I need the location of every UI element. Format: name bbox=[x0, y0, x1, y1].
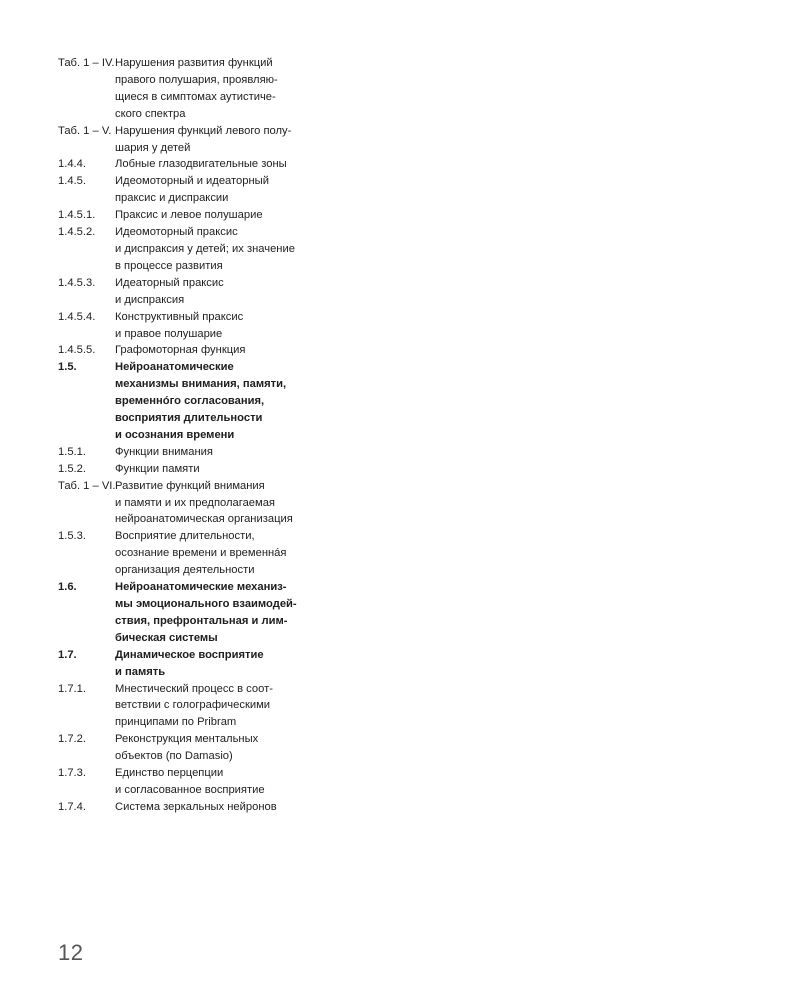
toc-entry-title-line: Система зеркальных нейронов bbox=[115, 800, 277, 813]
toc-entry-title bbox=[115, 173, 269, 207]
toc-entry-title-line: Нарушения функций левого полу- bbox=[115, 124, 292, 137]
toc-entry bbox=[58, 681, 358, 732]
toc-entry-title-line: Идеаторный праксис bbox=[115, 276, 224, 289]
toc-entry-title-line: мы эмоционального взаимодей- bbox=[115, 598, 297, 610]
toc-entry-title bbox=[115, 275, 224, 309]
toc-entry bbox=[58, 731, 358, 765]
toc-entry-number: 1.5.2. bbox=[58, 462, 86, 475]
toc-entry-title bbox=[115, 799, 277, 816]
page-number: 12 bbox=[58, 940, 84, 965]
toc-entry-title bbox=[115, 528, 286, 579]
toc-entry-title bbox=[115, 309, 243, 343]
toc-entry-number: 1.5. bbox=[58, 361, 77, 374]
toc-entry-title bbox=[115, 647, 264, 681]
toc-entry-title-line: ского спектра bbox=[115, 107, 186, 120]
toc-entry-title-line: организация деятельности bbox=[115, 564, 255, 577]
toc-entry-number: Таб. 1 – V. bbox=[58, 124, 112, 137]
toc-entry-number: Таб. 1 – VI. bbox=[58, 479, 116, 492]
toc-entry bbox=[58, 156, 358, 173]
toc-entry-title-line: ветствии с голографическими bbox=[115, 699, 271, 712]
toc-entry-title bbox=[115, 681, 273, 732]
toc-entry bbox=[58, 799, 358, 816]
toc-entry-number: 1.7.3. bbox=[58, 767, 86, 780]
toc-entry-title bbox=[115, 444, 213, 461]
toc-entry-title-line: праксис и диспраксии bbox=[115, 192, 229, 205]
toc-entry bbox=[58, 528, 358, 579]
toc-entry bbox=[58, 173, 358, 207]
toc-entry-title-line: и памяти и их предполагаемая bbox=[115, 496, 275, 509]
toc-entry-title-line: и диспраксия у детей; их значение bbox=[115, 242, 295, 255]
toc-entry-number: 1.4.5.2. bbox=[58, 226, 96, 239]
toc-entry-title-line: Нейроанатомические механиз- bbox=[115, 581, 287, 594]
toc-entry-title bbox=[115, 224, 295, 275]
toc-entry-title-line: бическая системы bbox=[115, 631, 218, 644]
toc-entry-number: 1.4.4. bbox=[58, 158, 86, 171]
toc-entry-title bbox=[115, 359, 286, 444]
toc-entry-number: Таб. 1 – IV. bbox=[58, 57, 115, 69]
toc-entry-title-line: шария у детей bbox=[115, 141, 191, 154]
toc-entry-title bbox=[115, 156, 287, 173]
toc-entry-title-line: временнóго согласования, bbox=[115, 395, 265, 408]
toc-entry-title-line: механизмы внимания, памяти, bbox=[115, 378, 287, 391]
toc-entry-number: 1.6. bbox=[58, 581, 77, 594]
toc-entry-title bbox=[115, 478, 293, 529]
toc-entry-number: 1.7.4. bbox=[58, 800, 86, 813]
toc-entry-title-line: в процессе развития bbox=[115, 259, 223, 272]
toc-entry-title bbox=[115, 207, 263, 224]
toc-entry-title-line: Лобные глазодвигательные зоны bbox=[115, 158, 287, 171]
toc-entry bbox=[58, 359, 358, 444]
toc-entry-number: 1.4.5. bbox=[58, 175, 86, 188]
toc-entry-number: 1.7.2. bbox=[58, 733, 86, 746]
toc-entry-title bbox=[115, 765, 265, 799]
toc-entry-title-line: Нарушения развития функций bbox=[115, 57, 273, 69]
toc-entry-title-line: и диспраксия bbox=[115, 293, 185, 306]
toc-entry-title-line: и осознания времени bbox=[115, 428, 235, 441]
toc-entry-title-line: Идеомоторный и идеаторный bbox=[115, 175, 269, 188]
toc-entry-title-line: принципами по Pribram bbox=[115, 716, 237, 729]
toc-entry-title-line: объектов (по Damasio) bbox=[115, 750, 233, 763]
toc-entry bbox=[58, 444, 358, 461]
toc-entry bbox=[58, 647, 358, 681]
toc-entry-title-line: Восприятие длительности, bbox=[115, 530, 255, 543]
toc-entry-title bbox=[115, 461, 200, 478]
toc-entry-title bbox=[115, 579, 297, 647]
toc-entry-title-line: Конструктивный праксис bbox=[115, 310, 244, 323]
toc-entry bbox=[58, 275, 358, 309]
toc-entry-number: 1.7. bbox=[58, 648, 77, 661]
toc-entry-number: 1.5.3. bbox=[58, 530, 86, 543]
toc-entry-title-line: Идеомоторный праксис bbox=[115, 226, 238, 239]
toc-entry-title-line: Нейроанатомические bbox=[115, 361, 234, 374]
toc-entry-number: 1.5.1. bbox=[58, 445, 86, 458]
toc-entry-title bbox=[115, 55, 278, 123]
toc-entry-title-line: осознание времени и временнáя bbox=[115, 547, 287, 560]
toc-entry-title bbox=[115, 342, 245, 359]
toc-entry-title-line: восприятия длительности bbox=[115, 412, 263, 425]
toc-entry bbox=[58, 461, 358, 478]
toc-entry-title-line: Праксис и левое полушарие bbox=[115, 209, 263, 222]
toc-entry-title-line: и согласованное восприятие bbox=[115, 783, 265, 796]
toc-entry bbox=[58, 765, 358, 799]
toc-entry-title-line: Функции памяти bbox=[115, 462, 200, 475]
toc-entry-title-line: щиеся в симптомах аутистиче- bbox=[115, 90, 276, 103]
toc-entry-title-line: ствия, префронтальная и лим- bbox=[115, 614, 288, 627]
toc-entry-title-line: и правое полушарие bbox=[115, 327, 223, 340]
toc-entry-title-line: Мнестический процесс в соот- bbox=[115, 682, 273, 695]
toc-entry-title-line: правого полушария, проявляю- bbox=[115, 73, 278, 86]
toc-entry bbox=[58, 342, 358, 359]
toc-entry bbox=[58, 309, 358, 343]
toc-entry-number: 1.4.5.5. bbox=[58, 344, 96, 357]
toc-entry bbox=[58, 224, 358, 275]
toc-entry-title-line: Графомоторная функция bbox=[115, 344, 246, 357]
toc-entry bbox=[58, 55, 358, 123]
toc-entry-title-line: нейроанатомическая организация bbox=[115, 513, 293, 526]
table-of-contents bbox=[58, 55, 358, 816]
toc-entry-number: 1.4.5.3. bbox=[58, 276, 96, 289]
toc-entry-title-line: Единство перцепции bbox=[115, 767, 224, 780]
toc-entry-title-line: Динамическое восприятие bbox=[115, 648, 264, 661]
toc-entry-title-line: Развитие функций внимания bbox=[115, 479, 265, 492]
toc-entry-title bbox=[115, 123, 291, 157]
toc-entry bbox=[58, 478, 358, 529]
toc-entry-number: 1.7.1. bbox=[58, 682, 86, 695]
toc-entry bbox=[58, 123, 358, 157]
toc-entry bbox=[58, 579, 358, 647]
toc-entry-number: 1.4.5.4. bbox=[58, 310, 96, 323]
toc-entry-title-line: Реконструкция ментальных bbox=[115, 733, 259, 746]
toc-entry-title bbox=[115, 731, 258, 765]
toc-entry-title-line: Функции внимания bbox=[115, 445, 213, 458]
toc-entry-number: 1.4.5.1. bbox=[58, 209, 96, 222]
toc-entry bbox=[58, 207, 358, 224]
toc-entry-title-line: и память bbox=[115, 665, 166, 678]
